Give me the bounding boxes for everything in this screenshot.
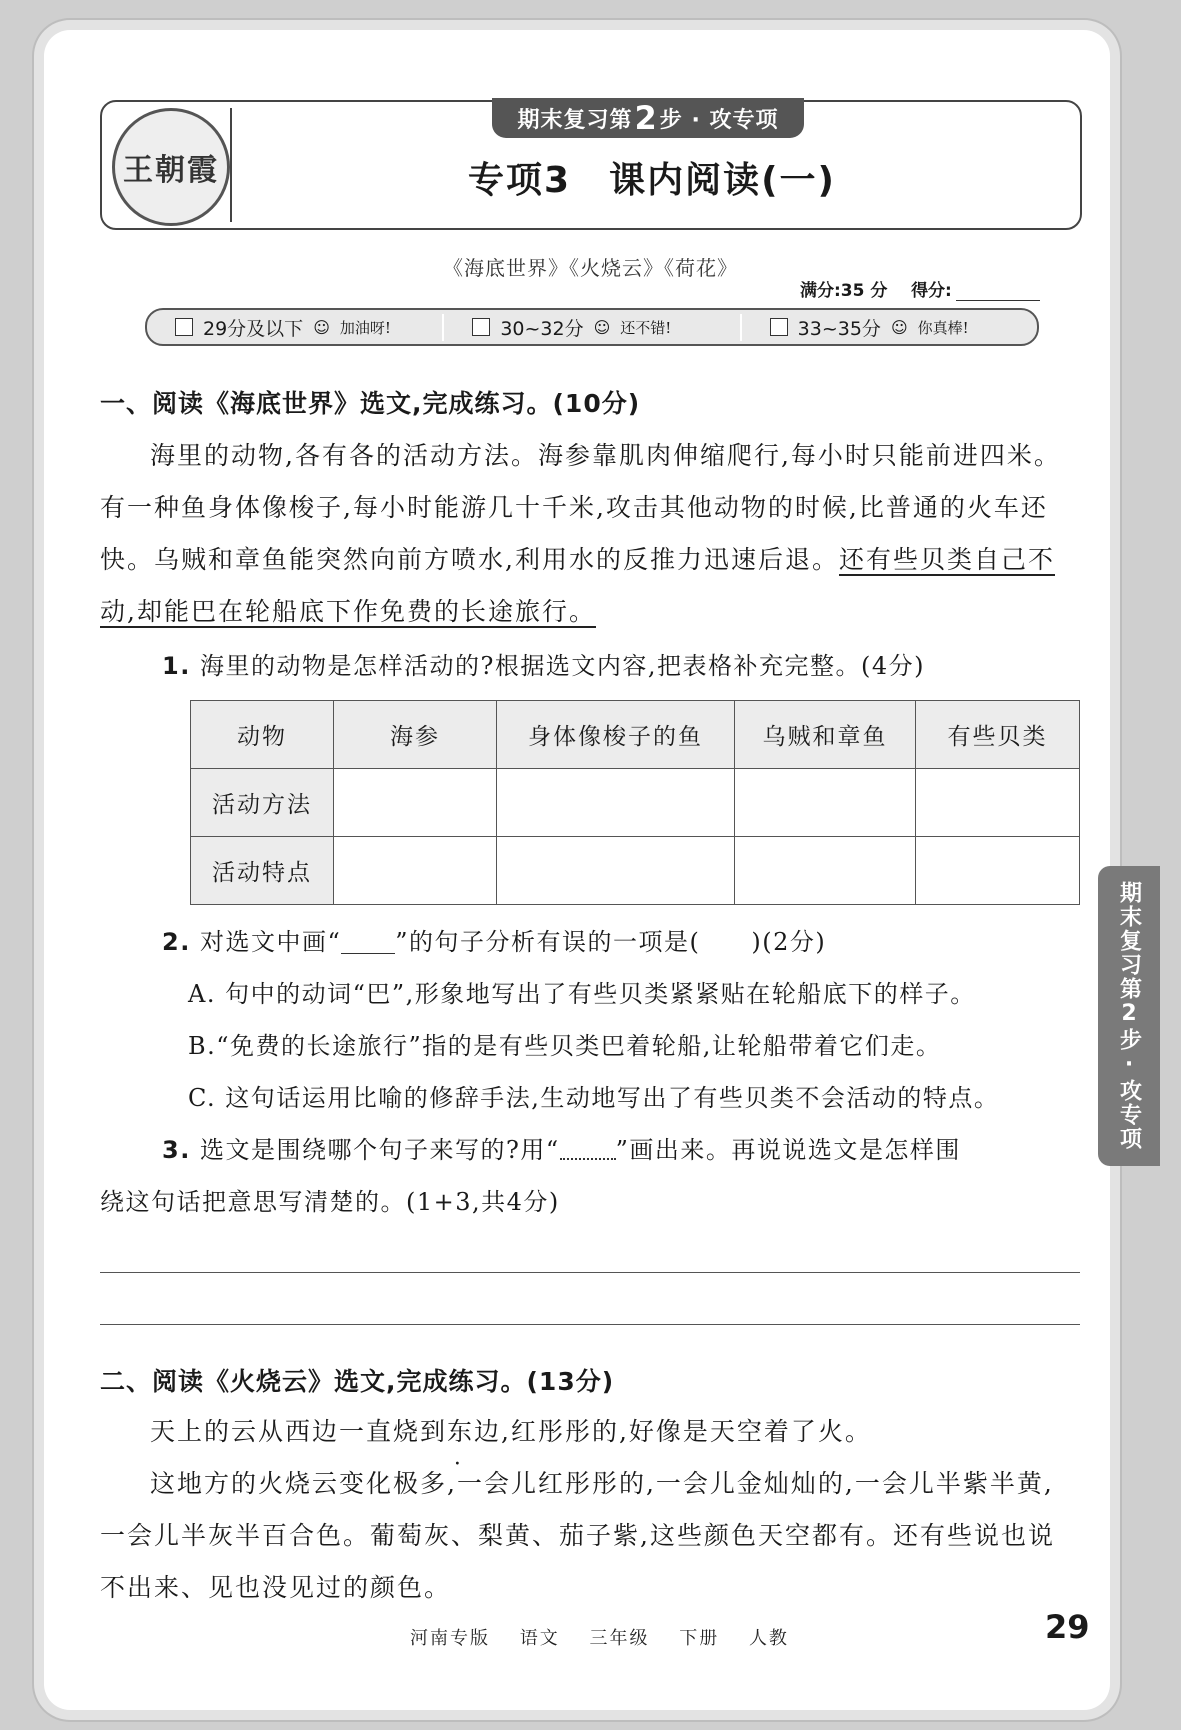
rating-range: 30~32分 [500,317,584,340]
footer [410,1624,811,1650]
rating-range: 33~35分 [797,317,881,340]
side-tab: 期末复习第2步·攻专项 [1098,866,1160,1166]
score-blank[interactable] [956,300,1040,301]
section2-title: 二、阅读《火烧云》选文,完成练习。(13分) [100,1367,615,1396]
question-3 [100,1124,1142,1176]
q3-text-b: ”画出来。再说说选文是怎样围 [615,1136,961,1164]
q2-text-a: 对选文中画“ [199,928,342,956]
row-label: 活动方法 [191,769,334,837]
underline-mark [341,933,395,954]
smiley-icon: ☺ [593,317,611,337]
logo-text: 王朝霞 [123,153,219,188]
answer-cell[interactable] [735,837,916,905]
rating-note: 你真棒! [917,318,969,337]
rating-item[interactable] [740,314,1037,341]
smiley-icon: ☺ [890,317,908,337]
table-header-row [191,701,1080,769]
section2-passage [100,1406,1080,1614]
footer-item: 语文 [519,1628,560,1649]
rating-checkbox[interactable] [472,318,490,336]
section2-paragraph-2: 这地方的火烧云变化极多,一会儿红彤彤的,一会儿金灿灿的,一会儿半紫半黄,一会儿半灰半百合色。葡萄灰、梨黄、茄子紫,这些颜色天空都有。还有些说也说不出来、见也没见过的颜色。 [100,1469,1055,1602]
table-row [191,769,1080,837]
q2-option-b[interactable]: B.“免费的长途旅行”指的是有些贝类巴着轮船,让轮船带着它们走。 [188,1032,942,1060]
section2-paragraph-1 [100,1406,1080,1458]
q3-text-continued: 绕这句话把意思写清楚的。(1+3,共4分) [100,1188,560,1216]
logo-divider [230,108,232,222]
rating-note: 加油呀! [339,318,391,337]
section1-passage [100,430,1080,638]
passage-main: 海里的动物,各有各的活动方法。海参靠肌肉伸缩爬行,每小时只能前进四米。有一种鱼身体像梭子,每小时能游几十千米,攻击其他动物的时候,比普通的火车还快。乌贼和章鱼能突然向前方喷水,利用水的反推力迅速后退。 [100,441,1061,574]
score-line [800,276,1040,301]
answer-cell[interactable] [334,837,497,905]
rating-bar [145,308,1039,346]
q1-text: 海里的动物是怎样活动的?根据选文内容,把表格补充完整。(4分) [199,652,925,680]
got-score-label: 得分: [911,281,952,301]
answer-cell[interactable] [334,769,497,837]
smiley-icon: ☺ [313,317,330,337]
q2-text-b: ”的句子分析有误的一项是( )(2分) [395,928,827,956]
row-label: 活动特点 [191,837,334,905]
brand-logo [112,108,230,226]
rating-note: 还不错! [620,318,672,337]
table-header: 有些贝类 [916,701,1080,769]
banner-number: 2 [634,99,658,137]
page-title: 专项3 课内阅读(一) [468,160,836,201]
p1-text-b: 到东边,红彤彤的,好像是天空着了火。 [420,1417,872,1446]
q3-text-a: 选文是围绕哪个句子来写的?用“ [199,1136,560,1164]
q2-option-a[interactable]: A. 句中的动词“巴”,形象地写出了有些贝类紧紧贴在轮船底下的样子。 [188,980,976,1008]
dotted-char: 烧 · [393,1417,420,1446]
table-row [191,837,1080,905]
rating-item[interactable] [147,314,442,341]
footer-item: 下册 [679,1628,720,1649]
rating-checkbox[interactable] [770,318,788,336]
banner-suffix: 步 · 攻专项 [659,107,779,133]
table-header: 乌贼和章鱼 [735,701,916,769]
answer-cell[interactable] [916,837,1080,905]
answer-cell[interactable] [497,769,735,837]
q2-number: 2. [162,928,191,956]
step-banner [492,98,804,138]
question-2 [100,916,1142,968]
answer-cell[interactable] [916,769,1080,837]
q1-number: 1. [162,652,191,680]
wavy-underline-mark [560,1144,616,1160]
table-header: 海参 [334,701,497,769]
passage-underlined: 还有些贝类自己不动,却能巴在轮船底下作免费的长途旅行。 [100,545,1055,626]
answer-cell[interactable] [497,837,735,905]
page-number: 29 [1045,1608,1090,1646]
rating-item[interactable] [442,314,739,341]
footer-item: 河南专版 [410,1628,490,1649]
answer-cell[interactable] [735,769,916,837]
table-header: 动物 [191,701,334,769]
answer-table [190,700,1080,905]
answer-line[interactable] [100,1272,1080,1273]
q2-option-c[interactable]: C. 这句话运用比喻的修辞手法,生动地写出了有些贝类不会活动的特点。 [188,1084,1000,1112]
p1-text-a: 天上的云从西边一直 [150,1417,394,1446]
lesson-list: 《海底世界》《火烧云》《荷花》 [443,256,738,280]
table-header: 身体像梭子的鱼 [497,701,735,769]
footer-item: 人教 [748,1628,789,1649]
header-box [100,100,1082,230]
q3-number: 3. [162,1136,191,1164]
footer-item: 三年级 [589,1628,650,1649]
question-1 [100,640,1142,692]
full-score: 满分:35 分 [800,281,888,301]
rating-checkbox[interactable] [175,318,193,336]
section1-title: 一、阅读《海底世界》选文,完成练习。(10分) [100,389,641,418]
answer-line[interactable] [100,1324,1080,1325]
banner-prefix: 期末复习第 [517,107,633,133]
rating-range: 29分及以下 [203,317,304,340]
